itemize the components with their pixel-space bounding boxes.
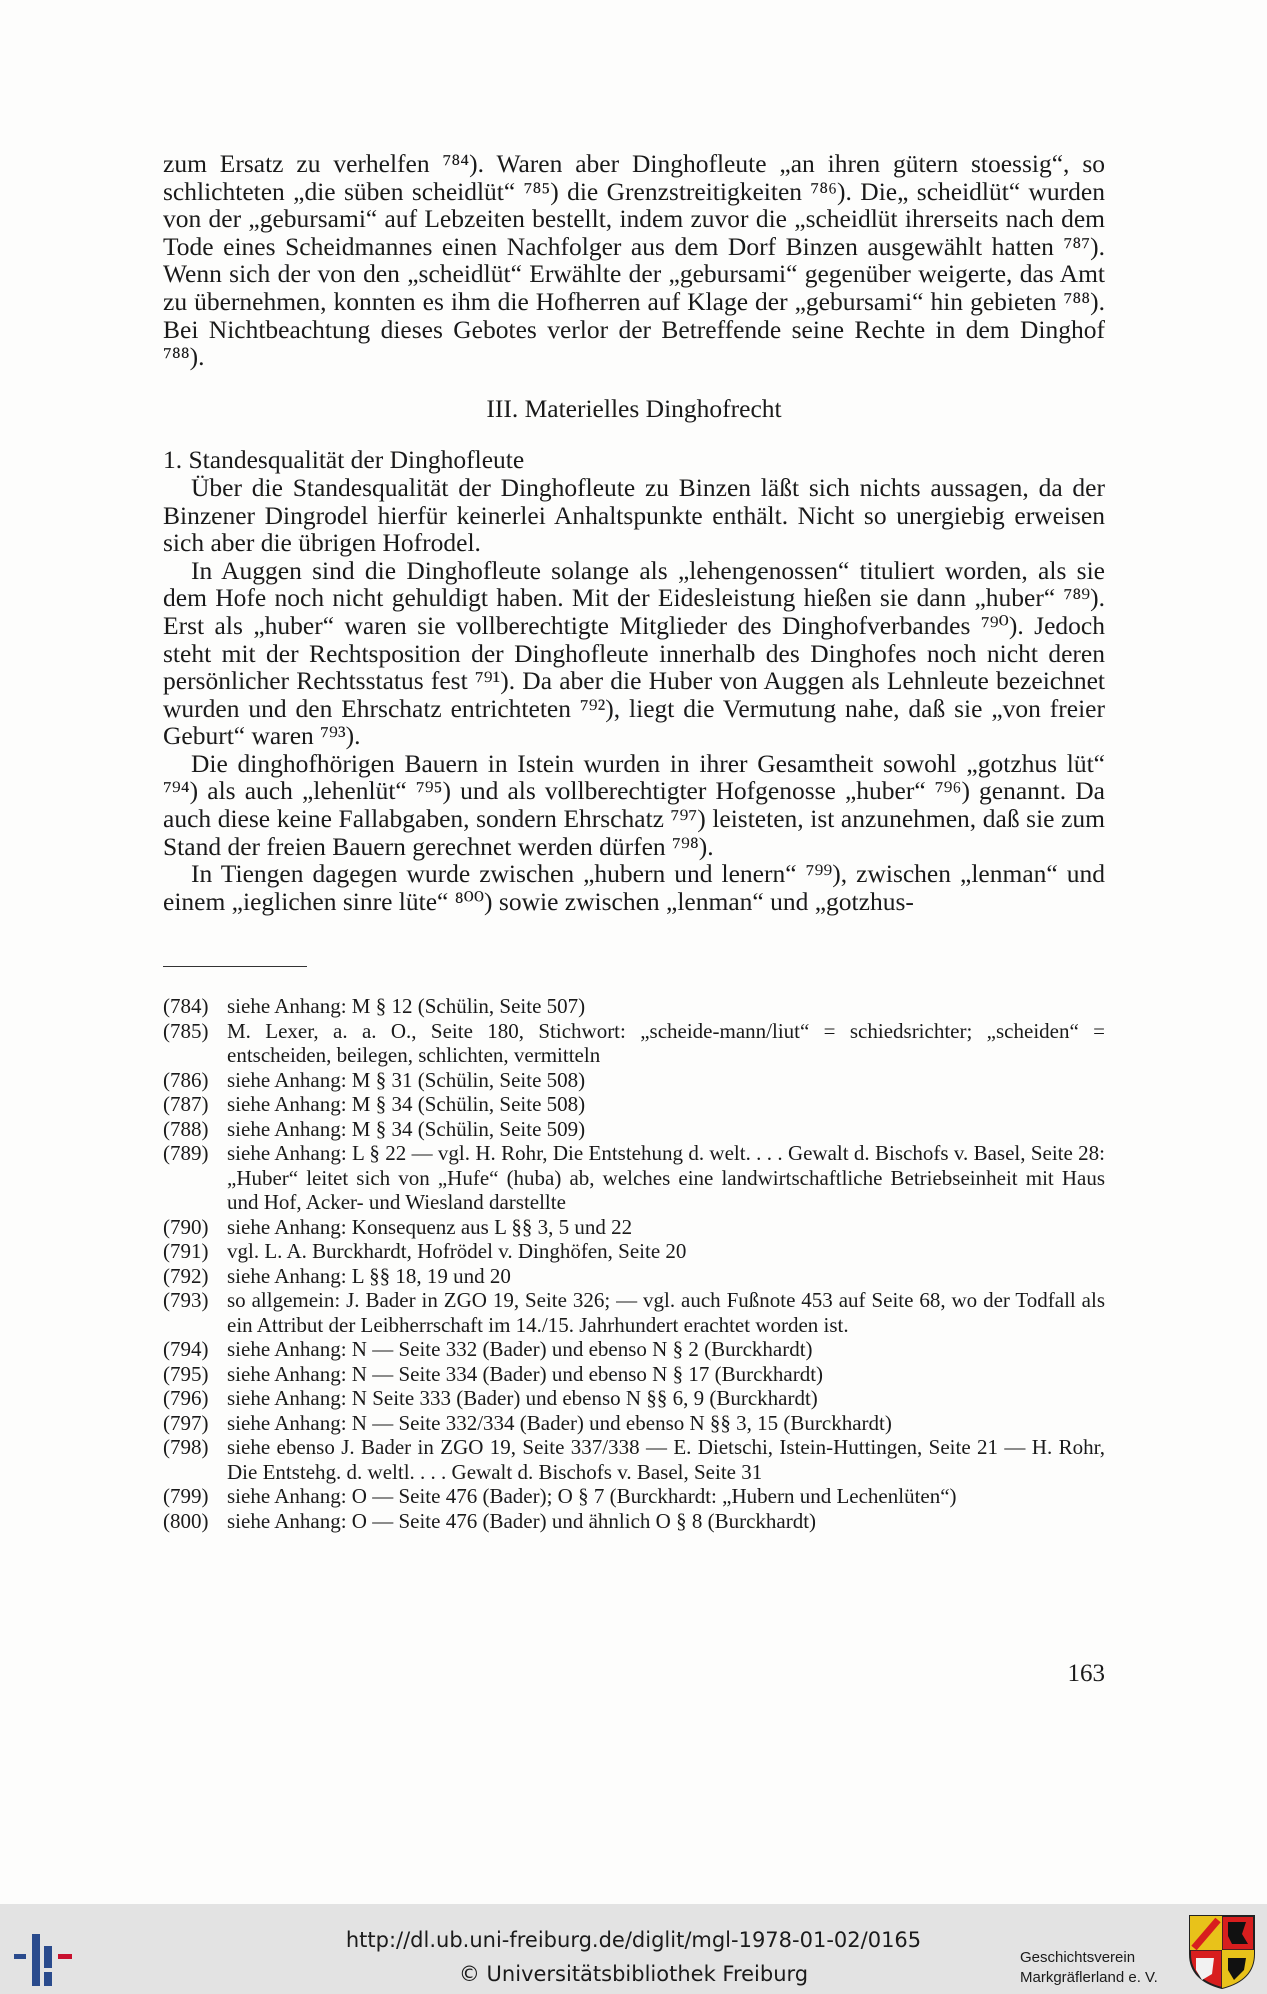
footnote-number: (799) [163, 1484, 209, 1508]
paragraph-5: In Tiengen dagegen wurde zwischen „hubern und lenern“ ⁷⁹⁹), zwischen „lenman“ und einem „ieglichen sinre lüte“ ⁸⁰⁰) sowie zwischen „lenman“ und „gotzhus- [163, 859, 1105, 916]
footnote [163, 1092, 1105, 1117]
page-number: 163 [1067, 1660, 1105, 1687]
footnote-text: siehe Anhang: L §§ 18, 19 und 20 [227, 1263, 511, 1288]
footnote-text: vgl. L. A. Burckhardt, Hofrödel v. Dinghöfen, Seite 20 [227, 1239, 687, 1263]
footnote [163, 994, 1105, 1019]
footnote-text: siehe Anhang: N Seite 333 (Bader) und ebenso N §§ 6, 9 (Burckhardt) [227, 1386, 818, 1410]
paragraph-4: Die dinghofhörigen Bauern in Istein wurden in ihrer Gesamtheit sowohl „gotzhus lüt“ ⁷⁹⁴) als auch „lehenlüt“ ⁷⁹⁵) und als vollberechtigter Hofgenosse „huber“ ⁷⁹⁶) genannt. Da auch diese keine Fallabgaben, sondern Ehrschatz ⁷⁹⁷) leisteten, ist anzunehmen, daß sie zum Stand der freien Bauern gerechnet werden dürfen ⁷⁹⁸). [163, 748, 1105, 861]
paragraph-2: Über die Standesqualität der Dinghofleute zu Binzen läßt sich nichts aussagen, da der Binzener Dingrodel hierfür keinerlei Anhaltspunkte enthält. Nicht so unergiebig erweisen sich aber die übrigen Hofrodel. [163, 472, 1105, 558]
footnote [163, 1141, 1105, 1215]
footnote-text: siehe Anhang: M § 31 (Schülin, Seite 508) [227, 1067, 586, 1092]
subheading: 1. Standesqualität der Dinghofleute [163, 445, 525, 475]
footnote-text: siehe Anhang: M § 34 (Schülin, Seite 509) [227, 1116, 586, 1141]
footnote [163, 1509, 1105, 1534]
footnote-number: (785) [163, 1018, 209, 1043]
footnote [163, 1264, 1105, 1289]
section-heading: III. Materielles Dinghofrecht [486, 393, 782, 423]
footnote-text: so allgemein: J. Bader in ZGO 19, Seite 326; — vgl. auch Fußnote 453 auf Seite 68, wo der Todfall als ein Attribut der Leibherrschaft im 14./15. Jahrhundert erachtet worden ist. [227, 1288, 1105, 1337]
footnote-divider [163, 966, 307, 967]
footnote [163, 1337, 1105, 1362]
footnote-number: (792) [163, 1263, 209, 1288]
footnote [163, 1362, 1105, 1387]
copyright-text: © Universitätsbibliothek Freiburg [458, 1962, 809, 1986]
footnote-number: (789) [163, 1141, 209, 1165]
footnote-text: siehe Anhang: N — Seite 332 (Bader) und ebenso N § 2 (Burckhardt) [227, 1337, 813, 1361]
footnote-number: (787) [163, 1092, 209, 1116]
footnote [163, 1215, 1105, 1240]
paragraph-1: zum Ersatz zu verhelfen ⁷⁸⁴). Waren aber Dinghofleute „an ihren gütern stoessig“, so schlichteten „die süben scheidlüt“ ⁷⁸⁵) die Grenzstreitigkeiten ⁷⁸⁶). Die„ scheidlüt“ wurden von der „gebursami“ auf Lebzeiten bestellt, indem zuvor die „scheidlüt ihrerseits nach dem Tode eines Scheidmannes einen Nachfolger aus dem Dorf Binzen ausgewählt hatten ⁷⁸⁷). Wenn sich der von den „scheidlüt“ Erwählte der „gebursami“ gegenüber weigerte, das Amt zu übernehmen, konnten es ihm die Hofherren auf Klage der „gebursami“ hin gebieten ⁷⁸⁸). Bei Nichtbeachtung dieses Gebotes verlor der Betreffende seine Rechte in dem Dinghof ⁷⁸⁸). [163, 149, 1105, 372]
footer-bar [0, 1904, 1267, 1994]
coat-of-arms-icon [1188, 1914, 1256, 1990]
footnote-number: (794) [163, 1337, 209, 1361]
footnote [163, 1411, 1105, 1436]
footnote-number: (784) [163, 994, 209, 1018]
footnote-text: siehe Anhang: O — Seite 476 (Bader); O § 7 (Burckhardt: „Hubern und Lechenlüten“) [227, 1484, 957, 1508]
footnote [163, 1288, 1105, 1337]
footnote-number: (798) [163, 1435, 209, 1459]
footnote [163, 1239, 1105, 1264]
society-name [1020, 1948, 1158, 1988]
footnote-text: siehe ebenso J. Bader in ZGO 19, Seite 337/338 — E. Dietschi, Istein-Huttingen, Seite 21 — H. Rohr, Die Entstehg. d. weltl. . . . Gewalt d. Bischofs v. Basel, Seite 31 [227, 1435, 1105, 1484]
society-line-1: Geschichtsverein [1020, 1949, 1136, 1966]
society-line-2: Markgräflerland e. V. [1020, 1969, 1158, 1986]
footnote-number: (788) [163, 1116, 209, 1141]
footnote-number: (800) [163, 1508, 209, 1533]
footnote-text: siehe Anhang: Konsequenz aus L §§ 3, 5 und 22 [227, 1214, 633, 1239]
footnote-number: (796) [163, 1386, 209, 1410]
footnote-text: siehe Anhang: L § 22 — vgl. H. Rohr, Die Entstehung d. welt. . . . Gewalt d. Bischofs v. Basel, Seite 28: „Huber“ leitet sich von „Hufe“ (huba) ab, welches eine landwirtschaftliche Betriebseinheit mit Haus und Hof, Acker- und Wiesland darstellte [227, 1141, 1105, 1214]
footnote [163, 1435, 1105, 1484]
footnote-text: siehe Anhang: O — Seite 476 (Bader) und ähnlich O § 8 (Burckhardt) [227, 1508, 817, 1533]
footnote [163, 1068, 1105, 1093]
footnote [163, 1484, 1105, 1509]
source-url-link[interactable]: http://dl.ub.uni-freiburg.de/diglit/mgl-1978-01-02/0165 [345, 1928, 922, 1952]
footnote-text: siehe Anhang: M § 12 (Schülin, Seite 507) [227, 994, 586, 1018]
body-text [163, 150, 1105, 915]
footnote-text: siehe Anhang: N — Seite 334 (Bader) und ebenso N § 17 (Burckhardt) [227, 1361, 824, 1386]
footnote [163, 1019, 1105, 1068]
footnote-text: siehe Anhang: N — Seite 332/334 (Bader) und ebenso N §§ 3, 15 (Burckhardt) [227, 1410, 892, 1435]
footnote-number: (791) [163, 1239, 209, 1263]
paragraph-3: In Auggen sind die Dinghofleute solange als „lehengenossen“ tituliert worden, als sie dem Hofe noch nicht gehuldigt haben. Mit der Eidesleistung hießen sie dann „huber“ ⁷⁸⁹). Erst als „huber“ waren sie vollberechtigte Mitglieder des Dinghofverbandes ⁷⁹⁰). Jedoch steht mit der Rechtsposition der Dinghofleute innerhalb des Dinghofes noch nicht deren persönlicher Rechtsstatus fest ⁷⁹¹). Da aber die Huber von Auggen als Lehnleute bezeichnet wurden und den Ehrschatz entrichteten ⁷⁹²), liegt die Vermutung nahe, daß sie „von freier Geburt“ waren ⁷⁹³). [163, 555, 1105, 751]
footnotes [163, 994, 1105, 1533]
footnote-number: (797) [163, 1410, 209, 1435]
footnote-number: (786) [163, 1067, 209, 1092]
footnote-text: siehe Anhang: M § 34 (Schülin, Seite 508) [227, 1092, 586, 1116]
footnote-number: (790) [163, 1214, 209, 1239]
footnote [163, 1117, 1105, 1142]
footnote-text: M. Lexer, a. a. O., Seite 180, Stichwort: „scheide-mann/liut“ = schiedsrichter; „scheiden“ = entscheiden, beilegen, schlichten, vermitteln [227, 1018, 1105, 1067]
footnote-number: (795) [163, 1361, 209, 1386]
footnote-number: (793) [163, 1288, 209, 1312]
footnote [163, 1386, 1105, 1411]
